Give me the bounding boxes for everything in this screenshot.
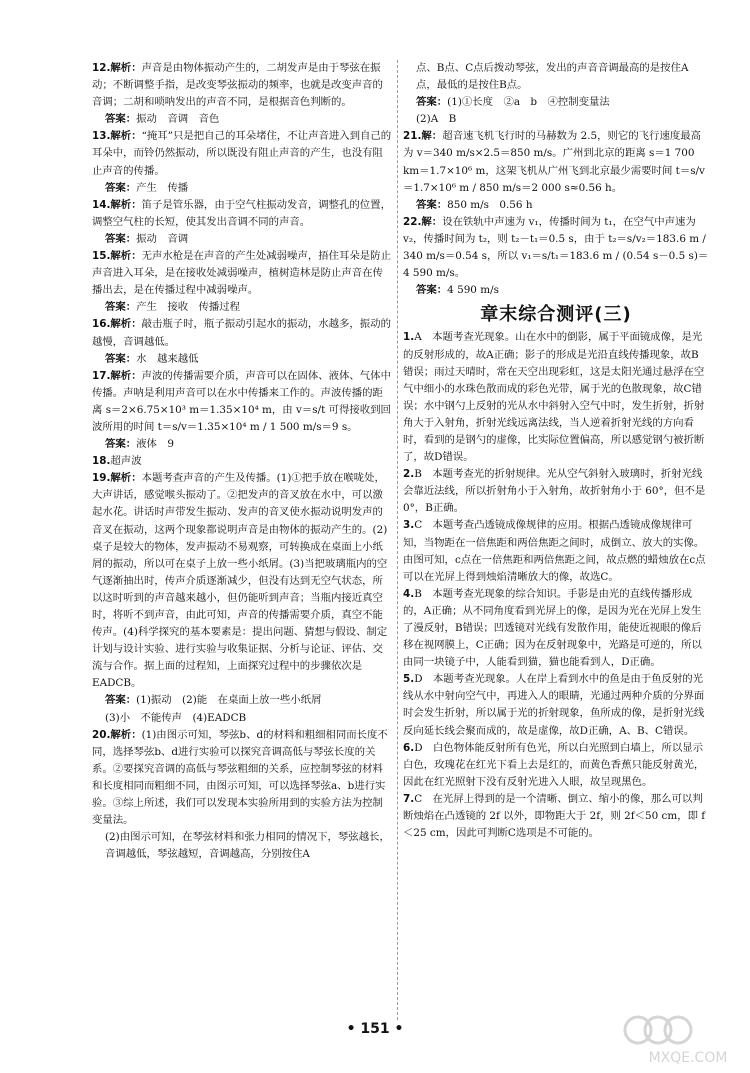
question-item [92, 453, 392, 470]
solution-label: 解： [421, 215, 443, 228]
column-divider [397, 60, 398, 1020]
body-text: 点、B点、C点后拨动琴弦，发出的声音音调最高的是按住A点，最低的是按住B点。 [416, 62, 689, 92]
page-number: • 151 • [346, 1021, 404, 1037]
body-text: C 本题考查凸透镜成像规律的应用。根据凸透镜成像规律可知，当物距在一倍焦距和两倍焦距之间时，成倒立、放大的实像。由图可知，c点在一倍焦距和两倍焦距之间，故点燃的蜡烛放在c点可以在光屏上得到烛焰清晰放大的像，故选C。 [403, 519, 706, 583]
question-number: 22. [403, 215, 422, 228]
question-item [92, 128, 392, 179]
left-column [92, 60, 392, 863]
solution-label: 解析： [110, 728, 142, 741]
answer-line [105, 351, 392, 368]
answer-label: 答案： [105, 694, 137, 707]
body-text: 产生 传播 [136, 181, 189, 194]
continuation-text [416, 111, 709, 128]
question-item [403, 740, 709, 791]
body-text: 液体 9 [136, 438, 174, 451]
question-number: 12. [92, 62, 111, 74]
question-number: 18. [92, 455, 111, 468]
question-item [92, 368, 392, 436]
continuation-text [105, 829, 392, 863]
body-text: B 本题考查光现象的综合知识。手影是由光的直线传播形成的，A正确；从不同角度看到光屏上的像，是因为光在光屏上发生了漫反射，B错误；凹透镜对光线有发散作用，能使近视眼的像后移在视网膜上，C正确；因为在反射现象中，光路是可逆的，所以由同一块镜子中，人能看到猫，猫也能看到人，D正确。 [403, 587, 702, 669]
question-item [403, 586, 709, 671]
answer-label: 答案： [416, 198, 448, 211]
answer-line [105, 111, 392, 128]
body-text: 4 590 m/s [447, 284, 499, 297]
question-item [92, 197, 392, 231]
answer-label: 答案： [416, 96, 448, 109]
body-text: 设在铁轨中声速为 v₁，传播时间为 t₁，在空气中声速为 v₂，传播时间为 t₂，则 t₂－t₁＝0.5 s，由于 t₂＝s/v₂＝183.6 m / 340 m/s＝0.54 s，所以 v₁＝s/t₁＝183.6 m / (0.54 s－0.5 s)＝4 590 m/s。 [403, 215, 709, 280]
question-item [92, 60, 392, 111]
body-text: (2)由图示可知，在琴弦材料和张力相同的情况下，琴弦越长，音调越低，琴弦越短，音调越高，分别按住A [105, 831, 390, 861]
question-item [403, 517, 709, 585]
continuation-text [416, 60, 709, 94]
question-number: 7. [403, 792, 415, 805]
solution-label: 解析： [110, 198, 142, 211]
body-text: 振动 音调 [136, 232, 189, 245]
body-text: 超声波 [110, 455, 142, 468]
body-text: (1)振动 (2)能 在桌面上放一些小纸屑 [136, 694, 322, 707]
answer-label: 答案： [105, 352, 137, 365]
question-number: 16. [92, 318, 111, 331]
answer-line [105, 436, 392, 453]
body-text: 敲击瓶子时，瓶子振动引起水的振动，水越多，振动的越慢，音调越低。 [92, 318, 391, 348]
watermark-text: MXQE.COM [648, 1050, 728, 1066]
question-number: 6. [403, 741, 415, 754]
question-number: 15. [92, 250, 111, 263]
answer-label: 答案： [105, 181, 137, 194]
question-number: 5. [403, 673, 415, 686]
question-number: 3. [403, 519, 415, 532]
question-number: 21. [403, 130, 422, 143]
body-text: 850 m/s 0.56 h [447, 198, 533, 211]
body-text: 笛子是管乐器，由于空气柱振动发音，调整孔的位置，调整空气柱的长短，使其发出音调不同的声音。 [92, 198, 391, 228]
continuation-text [105, 710, 392, 727]
answer-label: 答案： [105, 232, 137, 245]
solution-label: 解： [421, 130, 443, 143]
answer-label: 答案： [105, 301, 137, 314]
solution-label: 解析： [110, 318, 142, 331]
body-text: D 本题考查光现象。人在岸上看到水中的鱼是由于鱼反射的光线从水中射向空气中，再进入人的眼睛，光通过两种介质的分界面时会发生折射，所以属于光的折射现象，鱼所成的像，是折射光线反向延长线会聚而成的，故是虚像，故D正确，A、B、C错误。 [403, 673, 705, 737]
solution-label: 解析： [110, 472, 142, 485]
body-text: A 本题考查光现象。山在水中的倒影，属于平面镜成像，是光的反射形成的，故A正确；影子的形成是光沿直线传播现象，故B错误；雨过天晴时，常在天空出现彩虹，这是太阳光通过悬浮在空气中细小的水珠色散而成的彩色光带，属于光的色散现象，故C错误；水中钢勺上反射的光从水中斜射入空气中时，发生折射，折射角大于入射角，折射光线远离法线，当人逆着折射光线的方向看时，看到的是钢勺的虚像，比实际位置偏高，所以感觉钢勺被折断了，故D错误。 [403, 331, 705, 464]
body-text: 产生 接收 传播过程 [136, 301, 241, 314]
question-item [92, 727, 392, 830]
question-number: 1. [403, 331, 415, 344]
answer-line [416, 282, 709, 299]
answer-line [416, 197, 709, 214]
body-text: (1)①长度 ②a b ④控制变量法 [447, 96, 610, 109]
question-item [403, 128, 709, 196]
question-item [92, 316, 392, 350]
question-item [403, 214, 709, 282]
body-text: (2)A B [416, 113, 457, 126]
answer-line [105, 299, 392, 316]
section-title: 章末综合测评(三) [480, 304, 632, 326]
body-text: (1)由图示可知，琴弦b、d的材料和粗细相同而长度不同，选择琴弦b、d进行实验可以探究音调高低与琴弦长度的关系。②要探究音调的高低与琴弦粗细的关系，应控制琴弦的材料和长度相同而粗细不同，由图示可知，可以选择琴弦a、b进行实验。③综上所述，我们可以发现本实验所用到的实验方法为控制变量法。 [92, 728, 388, 827]
answer-label: 答案： [416, 284, 448, 297]
question-item [92, 470, 392, 692]
answer-line [416, 94, 709, 111]
body-text: 本题考查声音的产生及传播。(1)①把手放在喉咙处，大声讲话，感觉喉头振动了。②把发声的音叉放在水中，可以激起水花。讲话时声带发生振动、发声的音叉使水振动说明发声的音叉在振动，这两个现象都说明声音是由物体的振动产生的。(2)桌子是较大的物体，发声振动不易观察，可转换成在桌面上小纸屑的振动，所以可在桌子上放一些小纸屑。(3)当把玻璃瓶内的空气逐渐抽出时，传声介质逐渐减少，但没有达到无空气状态，所以这时听到的声音越来越小，但仍能听到声音；当瓶内接近真空时，将听不到声音，由此可知，声音的传播需要介质，真空不能传声。(4)科学探究的基本要素是：提出问题、猜想与假设、制定计划与设计实验、进行实验与收集证据、分析与论证、评估、交流与合作。据上面的过程知，上面探究过程中的步骤依次是 EADCB。 [92, 472, 388, 690]
question-number: 13. [92, 130, 111, 143]
body-text: B 本题考查光的折射规律。光从空气斜射入玻璃时，折射光线会靠近法线，所以折射角小于入射角，故折射角小于 60°，但不是 0°，B正确。 [403, 468, 706, 515]
body-text: 无声水枪是在声音的产生处减弱噪声，捂住耳朵是防止声音进入耳朵，是在接收处减弱噪声，植树造林是防止声音在传播出去，是在传播过程中减弱噪声。 [92, 250, 391, 297]
question-number: 2. [403, 468, 415, 481]
solution-label: 解析： [110, 62, 142, 74]
question-item [403, 466, 709, 517]
answer-line [105, 231, 392, 248]
answer-line [105, 180, 392, 197]
right-column [403, 60, 709, 842]
body-text: (3)小 不能传声 (4)EADCB [105, 711, 247, 724]
body-text: 声音是由物体振动产生的，二胡发声是由于琴弦在振动；不断调整手指，是改变琴弦振动的频率，也就是改变声音的音调；二胡和唢呐发出的声音不同，是根据音色判断的。 [92, 62, 383, 109]
question-item [403, 671, 709, 739]
question-item [403, 791, 709, 842]
solution-label: 解析： [110, 250, 142, 263]
body-text: D 白色物体能反射所有色光，所以白光照到白墙上，所以显示白色，玫瑰花在红光下看上去是红的，而黄色香蕉只能反射黄光，因此在红光照射下没有反射光进入人眼，故呈现黑色。 [403, 741, 705, 788]
question-number: 17. [92, 369, 111, 382]
question-number: 14. [92, 198, 111, 211]
answer-line [105, 692, 392, 709]
body-text: “掩耳”只是把自己的耳朵堵住，不让声音进入到自己的耳朵中，而铃仍然振动，所以既没有阻止声音的产生，也没有阻止声音的传播。 [92, 130, 392, 177]
answer-label: 答案： [105, 438, 137, 451]
answer-label: 答案： [105, 113, 137, 126]
watermark-logo [622, 1008, 740, 1068]
body-text: 振动 音调 音色 [136, 113, 220, 126]
question-item [92, 248, 392, 299]
solution-label: 解析： [110, 369, 142, 382]
solution-label: 解析： [110, 130, 142, 143]
body-text: C 在光屏上得到的是一个清晰、倒立、缩小的像，那么可以判断烛焰在凸透镜的 2f 以外，即物距大于 2f，则 2f＜50 cm，即 f＜25 cm，因此可判断C选项是不可能的。 [403, 792, 706, 840]
question-item [403, 329, 709, 466]
body-text: 超音速飞机飞行时的马赫数为 2.5，则它的飞行速度最高为 v＝340 m/s×2.5＝850 m/s。广州到北京的距离 s＝1 700 km＝1.7×10⁶ m，这架飞机从广州飞到北京最少需要时间 t＝s/v＝1.7×10⁶ m / 850 m/s＝2 000 s≈0.56 h。 [403, 130, 705, 194]
question-number: 20. [92, 728, 111, 741]
body-text: 声波的传播需要介质，声音可以在固体、液体、气体中传播。声呐是利用声音可以在水中传播来工作的。声波传播的距离 s＝2×6.75×10³ m＝1.35×10⁴ m，由 v＝s/t 可得接收到回波所用的时间 t＝s/v＝1.35×10⁴ m / 1 500 m/s＝9 s。 [92, 369, 391, 433]
question-number: 19. [92, 472, 111, 485]
body-text: 水 越来越低 [136, 352, 199, 365]
question-number: 4. [403, 587, 415, 600]
